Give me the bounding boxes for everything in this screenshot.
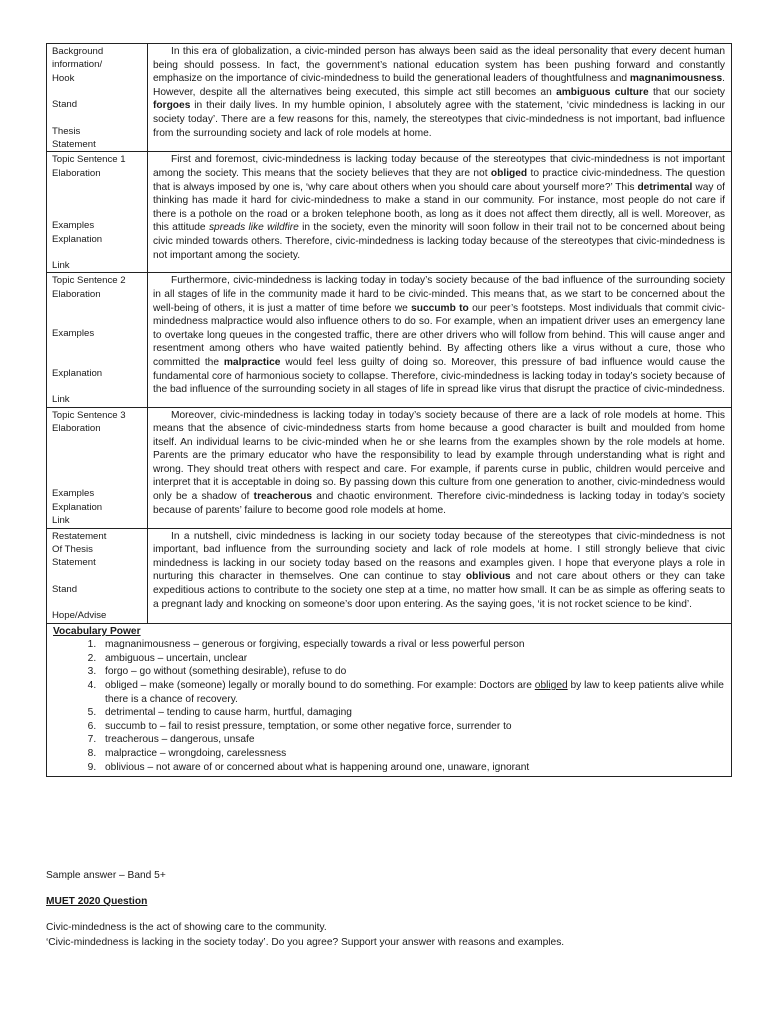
row-label: Examples [52,220,95,232]
sample-answer-label: Sample answer – Band 5+ [46,870,166,881]
table-row-conclusion [47,528,732,623]
row-labels [47,273,148,407]
vocabulary-item: 3. forgo – go without (something desirable), refuse to do [99,665,725,679]
row-label: Stand [52,583,78,595]
bold-term: succumb to [411,302,469,314]
bold-term: oblivious [465,571,511,583]
body-paragraph-1 [148,152,732,273]
row-labels [47,528,148,623]
vocabulary-item: 1. magnanimousness – generous or forgiving, especially towards a rival or less powerful person [99,638,725,652]
text-run: In this era of globalization, a civic-minded person has always been said as the ideal personality that every decent human being should possess. In fact, the government’s national education system has been pushing forward and constantly emphasize on the importance of civic-mindedness to build the generational leaders of thoughtfulness and [153,46,725,85]
vocabulary-item: 9. oblivious – not aware of or concerned about what is happening around one, unaware, ignorant [99,761,725,775]
row-label: Link [52,515,70,527]
table-row-vocabulary [47,623,732,777]
row-labels [47,44,148,152]
row-label: Topic Sentence 2 [52,275,126,287]
bold-term: treacherous [253,491,312,503]
table-row-body-1 [47,152,732,273]
row-label: Explanation [52,501,103,513]
row-label: Examples [52,328,95,340]
row-label: Link [52,260,70,272]
row-label: Link [52,394,70,406]
text-run: in the society, even the minority will soon follow in their trail not to be concerned about being civic minded towards others. Therefore, civic-mindedness is lacking today because of the stereotypes that civic-mindedness is not important among the society. [153,222,725,261]
vocabulary-item: 2. ambiguous – uncertain, unclear [99,652,725,666]
text-run: to practice civic-mindedness. The question that is always imposed by one is, ‘why care about others when you should care about yourself more?’ This [153,168,726,193]
text-run: and not care about others or they can take expeditious actions to contribute to the society one step at a time, no matter how small. It can be as simple as offering seats to a pregnant lady and knocking on someone’s door upon entering. As the saying goes, ‘it is not rocket science to be kind’. [153,571,725,610]
text-run: our peer’s footsteps. Most individuals that commit civic-mindedness malpractice would also influence others to do so. For example, when an impatient driver uses an emergency lane to overtake long queues in the congested traffic, there are other drivers who will follow from behind. This will cause anger and resentment among others who have waited patiently behind. By affecting others like a virus without a cure, those who committed the [153,302,726,369]
vocabulary-section [47,623,732,777]
row-label: Background information/ Hook [52,46,104,84]
row-label: Explanation [52,367,103,379]
intro-paragraph [148,44,732,152]
text-run: in their daily lives. In my humble opinion, I absolutely agree with the statement, ‘civic mindedness is lacking in our society today’. There are a few reasons for this, namely, the stereotypes that civic-mindedness is not important, bad influence from the surrounding society and lack of role models at home. [153,100,725,139]
body-paragraph-3 [148,407,732,528]
question-text: ‘Civic-mindedness is lacking in the society today’. Do you agree? Support your answer with reasons and examples. [46,937,565,948]
essay-table [46,43,732,777]
vocabulary-item: 6. succumb to – fail to resist pressure, temptation, or some other negative force, surrender to [99,720,725,734]
text-run: and chaotic environment. Therefore civic-mindedness is lacking today in today’s society because of parents’ failure to become good role models at home. [153,491,726,516]
row-label: Hope/Advise [52,610,107,622]
text-run: Moreover, civic-mindedness is lacking today in today’s society because of there are a lack of role models at home. This means that the absence of civic-mindedness starts from home because a good character is built and moulded from home itself. An individual learns to be civic-minded when he or she learns from the examples shown by the role models at home. Parents are the primary educator who have the responsibility to lead by example through understanding what is right and wrong. They should treat others with respect and care. For example, if parents curse in public, children would perceive and interpret that it is acceptable in doing so. By passing down this culture from one generation to another, civic-mindedness would only be a shadow of [153,409,725,503]
definition-text: Civic-mindedness is the act of showing care to the community. [46,922,327,933]
bold-term: obliged [490,168,528,180]
bold-term: ambiguous culture [556,86,649,98]
table-row-body-3 [47,407,732,528]
text-run: that our society [648,86,725,98]
text-run: In a nutshell, civic mindedness is lacking in our society today because of the stereotypes that civic-mindedness is not important, bad influence from the surrounding society and lack of role models at home. I still strongly believe that civic mindedness is lacking in our society today based on the reasons and examples given. I hope that everyone plays a role in nurturing this character in themselves. One can continue to stay [153,530,725,583]
row-label: Thesis Statement [52,125,96,151]
bold-term: detrimental [637,181,693,193]
vocabulary-item [99,679,725,706]
row-label: Explanation [52,233,103,245]
vocabulary-item: 8. malpractice – wrongdoing, carelessness [99,747,725,761]
underlined-term: obliged [534,679,568,691]
conclusion-paragraph [148,528,732,623]
row-label: Of Thesis [52,543,93,555]
vocabulary-title: Vocabulary Power [53,625,141,637]
body-paragraph-2 [148,273,732,407]
text-run: obliged – make (someone) legally or morally bound to do something. For example: Doctors are [105,679,535,691]
text-run: way of thinking has made it hard for civic-mindedness to make a stand in our community. For instance, most people do not care if there is a pothole on the road or a broken telephone booth, as long as it does not affect them directly, all is well. Moreover, as this attitude [153,181,725,234]
table-row-body-2 [47,273,732,407]
row-label: Statement [52,557,96,569]
row-label: Elaboration [52,167,101,179]
text-run: would feel less guilty of doing so. Moreover, this pressure of bad influence would cause the fundamental core of harmonious society to collapse. Therefore, civic-mindedness is lacking today in today’s society because of the bad influence of the surrounding society in all stages of life in spread like virus that disrupt the practice of civic-mindedness. [153,357,725,396]
text-run: Furthermore, civic-mindedness is lacking today in today’s society because of the bad influence of the surrounding society in all stages of life in the community made it hard to be civic-minded. This means that, as we start to be concerned about the well-being of others, it is just a matter of time before we [153,275,725,314]
vocabulary-item: 5. detrimental – tending to cause harm, hurtful, damaging [99,706,725,720]
row-labels [47,152,148,273]
row-label: Restatement [52,530,107,542]
row-label: Elaboration [52,422,101,434]
row-label: Elaboration [52,288,101,300]
row-label: Stand [52,99,78,111]
bold-term: forgoes [153,100,191,112]
row-label: Topic Sentence 3 [52,409,126,421]
row-labels [47,407,148,528]
text-run: . However, despite all the alternatives being executed, this simple act still becomes an [153,73,725,98]
italic-phrase: spreads like wildfire [208,222,299,234]
vocabulary-list [53,638,725,774]
row-label: Examples [52,488,95,500]
text-run: by law to keep patients alive while there is a chance of recovery. [105,679,724,705]
question-heading: MUET 2020 Question [46,896,148,907]
vocabulary-item: 7. treacherous – dangerous, unsafe [99,733,725,747]
bold-term: malpractice [223,357,281,369]
text-run: First and foremost, civic-mindedness is lacking today because of the stereotypes that civic-mindedness is not important among the society. This means that the society believes that they are not [153,154,725,180]
row-label: Topic Sentence 1 [52,154,126,166]
bold-term: magnanimousness [629,73,723,85]
table-row-introduction [47,44,732,152]
